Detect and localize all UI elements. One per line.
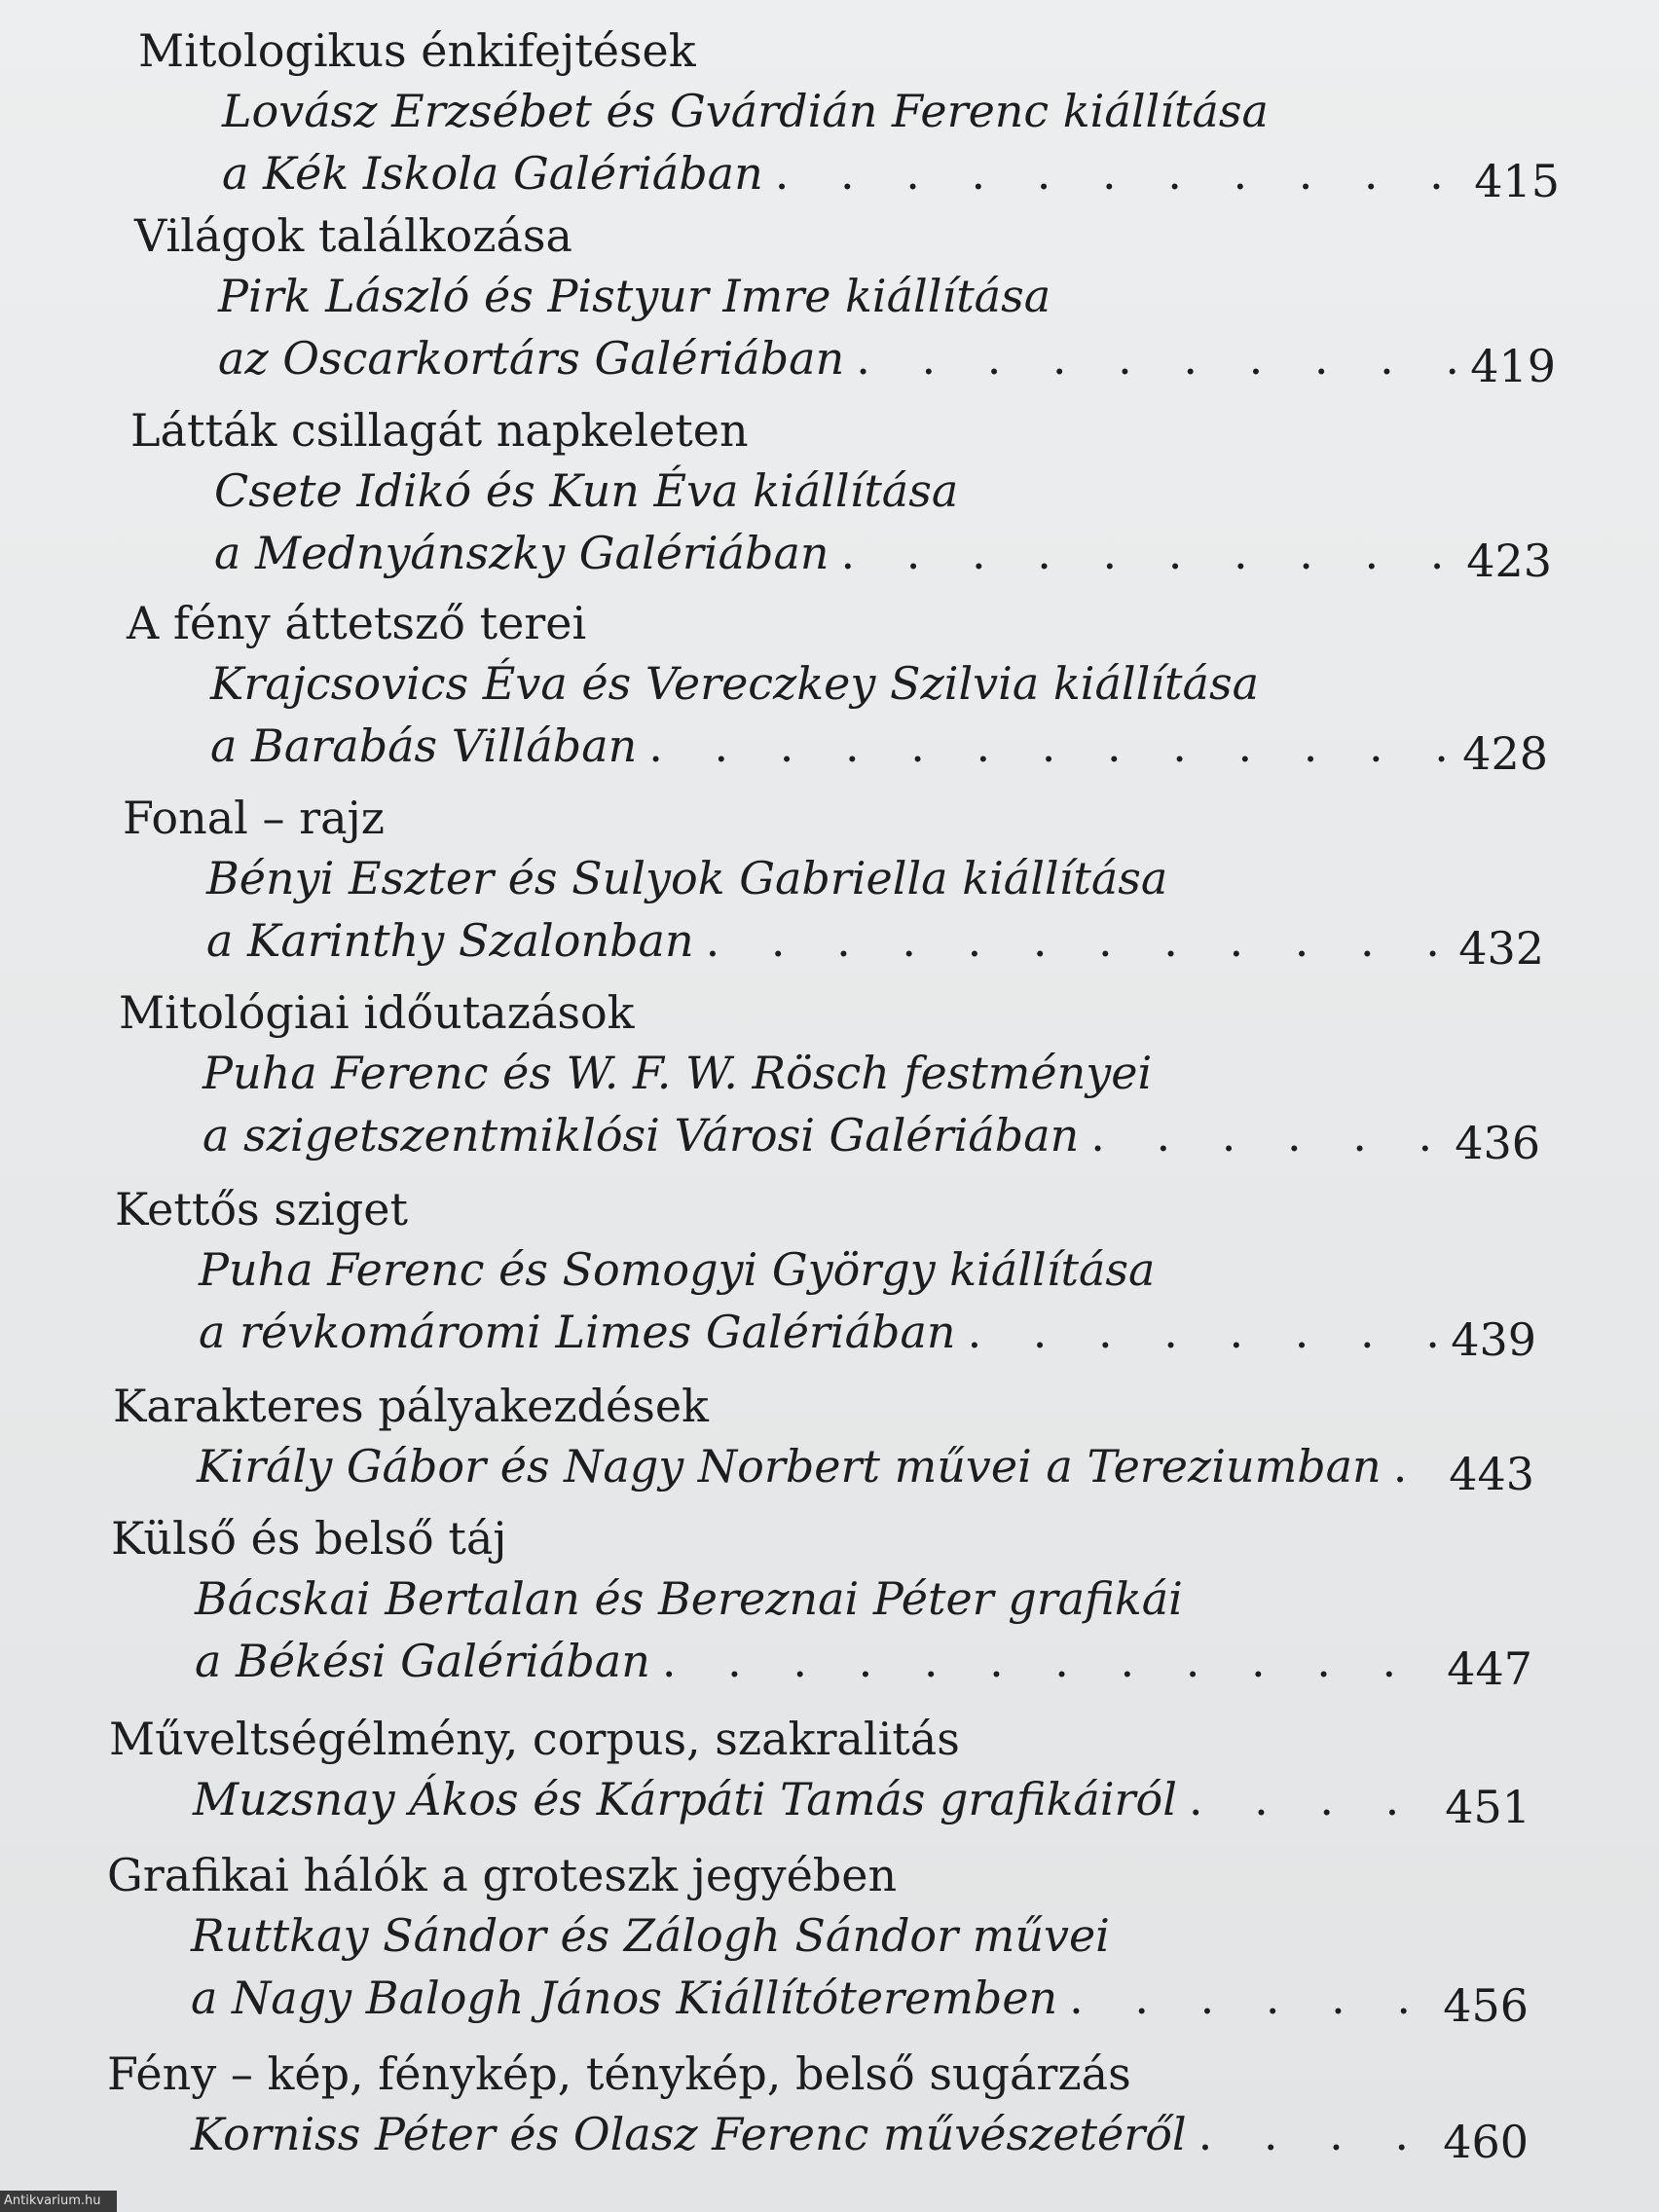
entry-description: Bényi Eszter és Sulyok Gabriella kiállítása — [206, 852, 1168, 904]
entry-description: Pirk László és Pistyur Imre kiállítása — [218, 270, 1051, 322]
page-number: 436 — [1455, 1117, 1540, 1169]
entry-title: Grafikai hálók a groteszk jegyében — [107, 1849, 898, 1901]
entry-title: Fonal – rajz — [123, 792, 386, 844]
entry-title: Karakteres pályakezdések — [113, 1380, 709, 1432]
toc-entry — [113, 1377, 1534, 1500]
page-number: 423 — [1466, 535, 1552, 587]
page-number: 432 — [1458, 922, 1544, 975]
dot-leader — [844, 327, 1458, 389]
entry-last-line — [109, 1768, 1530, 1833]
dot-leader — [830, 522, 1455, 584]
toc-entry — [119, 983, 1540, 1169]
entry-description: Csete Idikó és Kun Éva kiállítása — [214, 464, 959, 517]
entry-description: Puha Ferenc és W. F. W. Rösch festményei — [203, 1047, 1153, 1099]
dot-leader — [763, 142, 1462, 204]
toc-entry — [107, 1846, 1529, 2032]
entry-title: Kettős sziget — [115, 1183, 408, 1235]
entry-last-line — [119, 1104, 1540, 1169]
dot-leader — [1177, 1768, 1433, 1830]
entry-location: Király Gábor és Nagy Norbert művei a Tereziumban — [197, 1440, 1382, 1493]
entry-description: Ruttkay Sándor és Zálogh Sándor művei — [191, 1909, 1110, 1962]
dot-leader — [1079, 1104, 1443, 1166]
entry-last-line — [111, 1630, 1532, 1695]
dot-leader — [694, 909, 1447, 972]
entry-last-line — [134, 327, 1556, 392]
page-number: 447 — [1447, 1642, 1532, 1695]
toc-entry — [130, 401, 1552, 587]
page-number: 460 — [1443, 2116, 1529, 2168]
page-number: 456 — [1443, 1979, 1529, 2032]
entry-location: Muzsnay Ákos és Kárpáti Tamás grafikáiról — [193, 1773, 1177, 1825]
entry-location: a szigetszentmiklósi Városi Galériában — [203, 1109, 1080, 1161]
entry-title: A fény áttetsző terei — [127, 597, 587, 649]
dot-leader — [1057, 1967, 1431, 2029]
entry-title: Mitologikus énkifejtések — [138, 24, 696, 77]
entry-last-line — [138, 142, 1560, 207]
toc-entry — [107, 2045, 1529, 2168]
entry-last-line — [107, 1967, 1529, 2032]
entry-last-line — [123, 909, 1544, 975]
toc-entry — [111, 1509, 1532, 1695]
page-number: 419 — [1470, 340, 1556, 392]
entry-last-line — [113, 1435, 1534, 1500]
entry-title: Világok találkozása — [134, 209, 572, 262]
entry-description: Puha Ferenc és Somogyi György kiállítása — [199, 1243, 1156, 1296]
entry-location: a Mednyánszky Galériában — [214, 527, 830, 579]
entry-last-line — [130, 522, 1552, 587]
toc-entry — [123, 789, 1544, 975]
entry-location: az Oscarkortárs Galériában — [218, 332, 845, 385]
page-number: 439 — [1451, 1313, 1536, 1366]
entry-title: Külső és belső táj — [111, 1512, 507, 1565]
toc-entry — [127, 594, 1548, 780]
entry-location: a Barabás Villában — [210, 719, 638, 772]
dot-leader — [956, 1301, 1439, 1363]
entry-description: Krajcsovics Éva és Vereczkey Szilvia kiállítása — [210, 657, 1260, 710]
entry-last-line — [107, 2103, 1529, 2168]
entry-location: a Nagy Balogh János Kiállítóteremben — [191, 1972, 1058, 2024]
page-number: 428 — [1462, 727, 1548, 780]
entry-title: Műveltségélmény, corpus, szakralitás — [109, 1713, 960, 1765]
entry-title: Mitológiai időutazások — [119, 986, 635, 1039]
page-number: 415 — [1474, 155, 1560, 207]
entry-last-line — [115, 1301, 1536, 1366]
dot-leader — [637, 715, 1451, 777]
entry-description: Bácskai Bertalan és Bereznai Péter grafikái — [195, 1572, 1183, 1625]
entry-location: Korniss Péter és Olasz Ferenc művészetéről — [191, 2108, 1187, 2160]
toc-entry — [115, 1180, 1536, 1366]
dot-leader — [650, 1630, 1435, 1692]
watermark: Antikvarium.hu — [0, 2191, 117, 2212]
entry-location: a révkomáromi Limes Galériában — [199, 1306, 956, 1358]
page-number: 443 — [1449, 1448, 1534, 1500]
toc-entry — [138, 21, 1560, 207]
entry-title: Látták csillagát napkeleten — [130, 404, 749, 457]
entry-last-line — [127, 715, 1548, 780]
entry-description: Lovász Erzsébet és Gvárdián Ferenc kiállítása — [222, 85, 1269, 137]
dot-leader — [1187, 2103, 1431, 2165]
page-number: 451 — [1445, 1781, 1530, 1833]
entry-location: a Békési Galériában — [195, 1635, 650, 1687]
entry-location: a Karinthy Szalonban — [206, 914, 694, 967]
toc-entry — [134, 206, 1556, 392]
toc-entry — [109, 1710, 1530, 1833]
dot-leader — [1382, 1435, 1437, 1497]
entry-location: a Kék Iskola Galériában — [222, 147, 763, 200]
entry-title: Fény – kép, fénykép, ténykép, belső sugárzás — [107, 2047, 1131, 2100]
